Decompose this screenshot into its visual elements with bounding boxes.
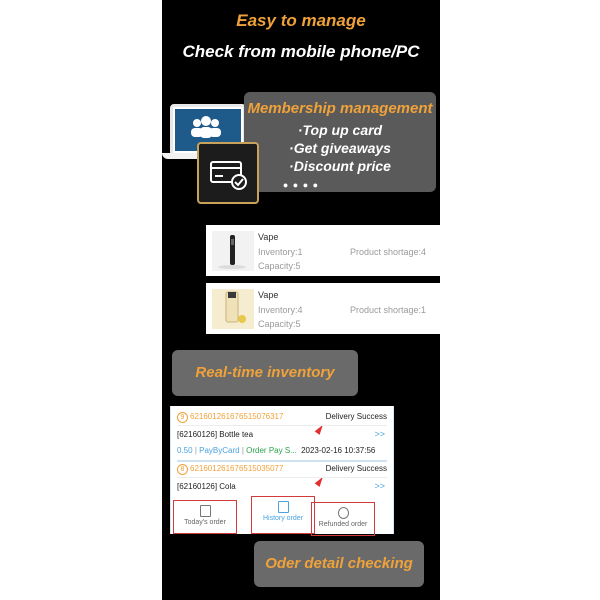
headline-subtitle: Check from mobile phone/PC: [182, 42, 420, 61]
inventory-capacity: Capacity:5: [258, 261, 301, 271]
order-number: 621601261676515035077: [190, 464, 284, 473]
order-list: [170, 406, 394, 534]
order-detail-label: Oder detail checking: [254, 541, 424, 587]
membership-more-dots: ● ● ● ●: [282, 180, 320, 190]
inventory-item-name: Vape: [258, 232, 279, 242]
tab-todays-order[interactable]: [173, 500, 237, 534]
inventory-shortage: Product shortage:1: [350, 305, 427, 315]
order-index-badge: 9: [177, 412, 188, 423]
refund-icon: [338, 507, 349, 519]
membership-item-giveaways: ·Get giveaways: [289, 140, 391, 156]
realtime-inventory-label: Real-time inventory: [172, 350, 358, 396]
tab-label: Refunded order: [318, 521, 368, 528]
divider: [177, 477, 387, 478]
card-check-icon: [197, 142, 259, 204]
order-item: [62160126] Bottle tea: [177, 430, 254, 439]
order-pay-status: Order Pay S...: [246, 446, 297, 455]
tab-refunded-order[interactable]: [311, 502, 375, 536]
order-payment-line: 0.50 | PayByCard | Order Pay S... 2023-02-16 10:37:56: [177, 446, 376, 455]
vape-pen-image: [212, 231, 254, 271]
expand-chevron-icon[interactable]: >>: [374, 429, 385, 439]
divider: [177, 425, 387, 426]
inventory-count: Inventory:1: [258, 247, 303, 257]
tab-label: History order: [262, 515, 304, 522]
inventory-capacity: Capacity:5: [258, 319, 301, 329]
divider: [177, 460, 387, 462]
vape-pod-image: [212, 289, 254, 329]
order-status: Delivery Success: [325, 464, 387, 473]
order-price: 0.50: [177, 446, 193, 455]
order-item: [62160126] Cola: [177, 482, 236, 491]
history-document-icon: [278, 501, 289, 513]
order-status: Delivery Success: [325, 412, 387, 421]
membership-box: [244, 92, 436, 192]
promo-panel: [162, 0, 440, 600]
membership-item-top-up: ·Top up card: [297, 122, 383, 138]
inventory-item-name: Vape: [258, 290, 279, 300]
document-icon: [200, 505, 211, 517]
inventory-shortage: Product shortage:4: [350, 247, 427, 257]
order-payment-method: PayByCard: [199, 446, 240, 455]
membership-item-discount: ·Discount price: [289, 158, 391, 174]
inventory-card[interactable]: [206, 283, 440, 334]
inventory-count: Inventory:4: [258, 305, 303, 315]
expand-chevron-icon[interactable]: >>: [374, 481, 385, 491]
tab-label: Today's order: [184, 519, 226, 526]
order-index-badge: 8: [177, 464, 188, 475]
order-time: 2023-02-16 10:37:56: [301, 446, 376, 455]
order-number: 6216012616765150763​17: [190, 412, 284, 421]
inventory-card[interactable]: [206, 225, 440, 276]
tab-history-order[interactable]: [251, 496, 315, 534]
membership-title: Membership management: [247, 100, 433, 117]
headline-title: Easy to manage: [236, 11, 366, 30]
